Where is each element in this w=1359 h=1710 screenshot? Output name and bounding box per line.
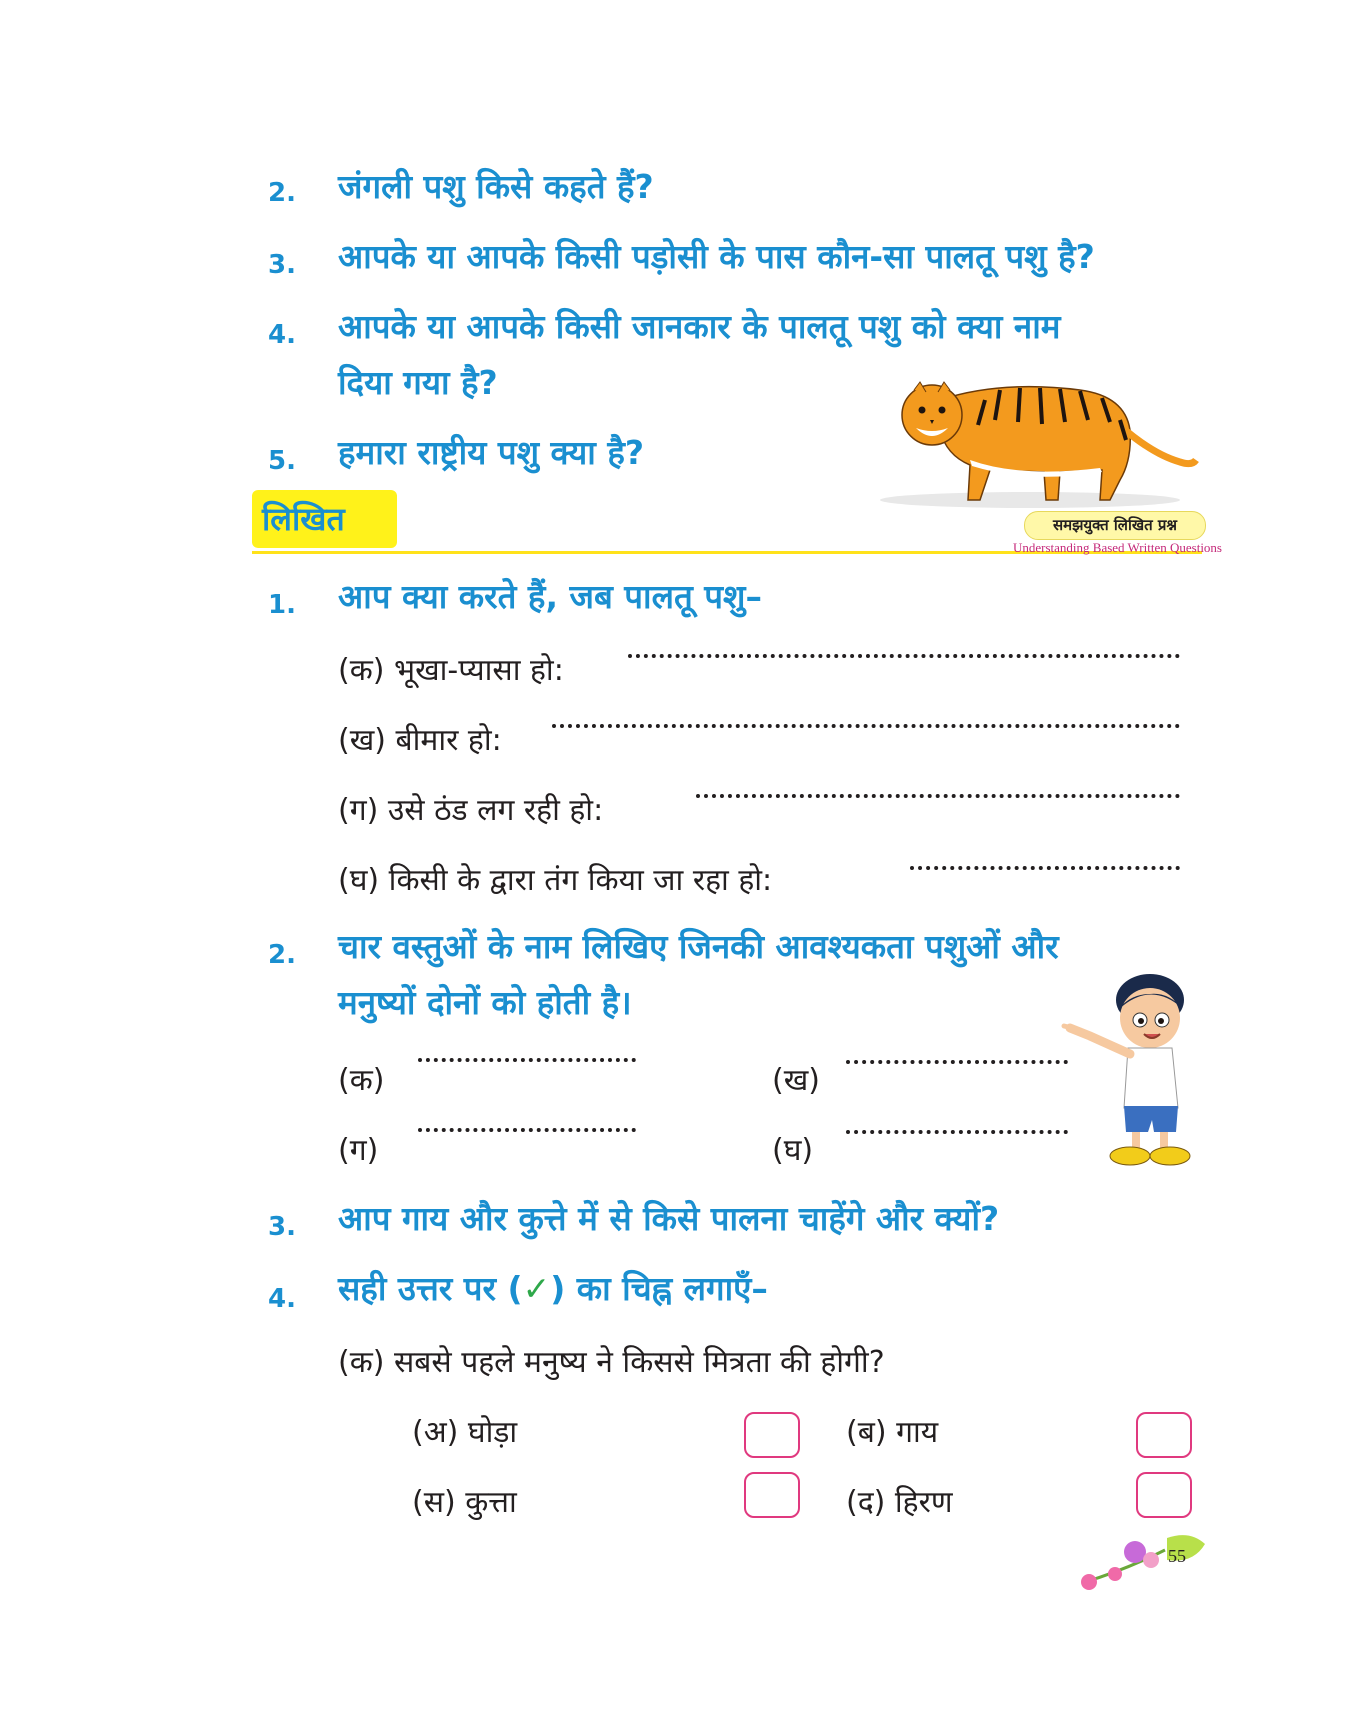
question-text-continued: दिया गया है? [338, 363, 498, 402]
option-checkbox[interactable] [1136, 1412, 1192, 1458]
option-checkbox[interactable] [744, 1472, 800, 1518]
answer-prompt: (क) [338, 1063, 385, 1098]
answer-blank[interactable] [846, 1060, 1068, 1064]
question-text: हमारा राष्ट्रीय पशु क्या है? [338, 433, 644, 472]
question-text: आपके या आपके किसी पड़ोसी के पास कौन-सा पालतू पशु है? [338, 237, 1095, 276]
question-text: आप गाय और कुत्ते में से किसे पालना चाहेंगे और क्यों? [338, 1199, 1000, 1238]
question-text-continued: मनुष्यों दोनों को होती है। [338, 983, 632, 1022]
answer-prompt: (ख) बीमार हो: [338, 723, 502, 758]
answer-blank[interactable] [418, 1058, 636, 1062]
option-label: (ब) गाय [846, 1415, 939, 1450]
page-number: 55 [1168, 1546, 1186, 1566]
question-text: चार वस्तुओं के नाम लिखिए जिनकी आवश्यकता पशुओं और [338, 927, 1059, 966]
question-number: 3. [268, 1212, 296, 1242]
question-text: आप क्या करते हैं, जब पालतू पशु– [338, 577, 762, 616]
question-number: 2. [268, 178, 296, 208]
answer-prompt: (ग) [338, 1133, 379, 1168]
answer-prompt: (क) भूखा-प्यासा हो: [338, 653, 564, 688]
section-badge-subtitle: Understanding Based Written Questions [1012, 540, 1222, 555]
answer-blank[interactable] [846, 1130, 1068, 1134]
question-text [338, 1262, 768, 1316]
option-label: (स) कुत्ता [412, 1485, 517, 1520]
option-label: (द) हिरण [846, 1485, 953, 1520]
answer-prompt: (घ) [772, 1133, 814, 1168]
section-tag-written: लिखित [252, 490, 397, 548]
question-number: 3. [268, 250, 296, 280]
answer-blank[interactable] [696, 794, 1180, 798]
answer-blank[interactable] [418, 1128, 636, 1132]
section-badge: समझयुक्त लिखित प्रश्न [1024, 511, 1206, 540]
question-number: 2. [268, 940, 296, 970]
tiger-illustration [880, 360, 1200, 510]
answer-blank[interactable] [628, 654, 1180, 658]
question-number: 4. [268, 320, 296, 350]
question-text-part: सही उत्तर पर ( [338, 1269, 523, 1308]
question-number: 1. [268, 590, 296, 620]
answer-blank[interactable] [910, 866, 1180, 870]
flower-decoration [1075, 1530, 1215, 1600]
answer-prompt: (घ) किसी के द्वारा तंग किया जा रहा हो: [338, 863, 773, 898]
answer-blank[interactable] [552, 724, 1180, 728]
question-number: 4. [268, 1284, 296, 1314]
option-checkbox[interactable] [1136, 1472, 1192, 1518]
tick-icon: ✓ [522, 1269, 551, 1308]
sub-question: (क) सबसे पहले मनुष्य ने किससे मित्रता की होगी? [338, 1345, 885, 1380]
boy-illustration [1050, 970, 1200, 1170]
answer-prompt: (ख) [772, 1063, 820, 1098]
question-text-part: ) का चिह्न लगाएँ– [550, 1269, 768, 1308]
option-checkbox[interactable] [744, 1412, 800, 1458]
answer-prompt: (ग) उसे ठंड लग रही हो: [338, 793, 604, 828]
question-text: आपके या आपके किसी जानकार के पालतू पशु को क्या नाम [338, 307, 1061, 346]
option-label: (अ) घोड़ा [412, 1415, 518, 1450]
question-text: जंगली पशु किसे कहते हैं? [338, 167, 654, 206]
question-number: 5. [268, 446, 296, 476]
